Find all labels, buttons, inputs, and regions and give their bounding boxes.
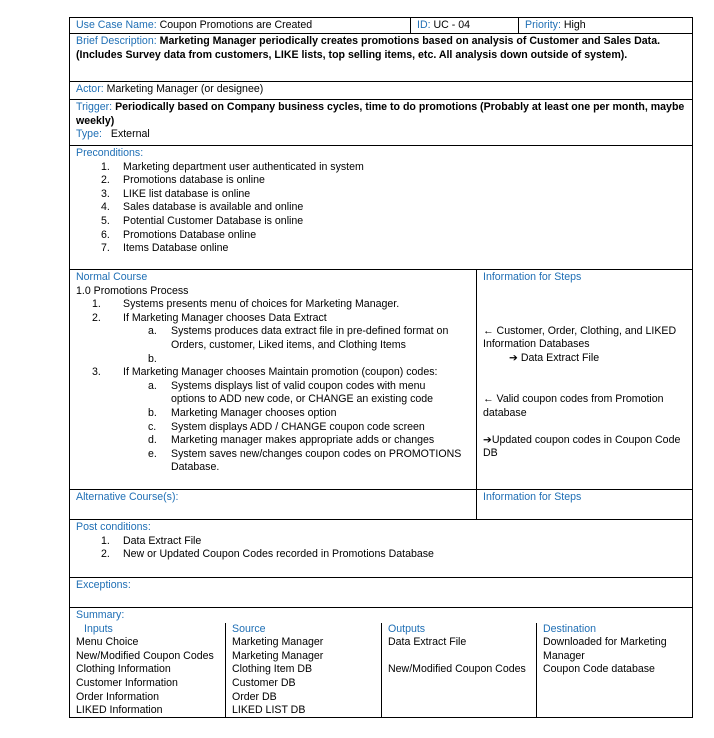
source-column <box>225 623 381 718</box>
id-cell <box>410 18 518 33</box>
inputs-column <box>70 623 225 718</box>
list-item: 6. Promotions Database online <box>101 228 257 241</box>
table-cell: Downloaded for Marketing <box>543 636 667 649</box>
process-title: 1.0 Promotions Process <box>76 284 189 297</box>
use-case-name-value: Coupon Promotions are Created <box>159 19 313 31</box>
normal-course-row <box>70 270 692 490</box>
step-3d: d. Marketing manager makes appropriate adds or changes <box>148 434 435 447</box>
table-cell: Coupon Code database <box>543 663 655 676</box>
exceptions-row <box>70 578 692 608</box>
list-item: 7. Items Database online <box>101 242 229 255</box>
actor-value: Marketing Manager (or designee) <box>106 83 264 95</box>
step-3a: a. Systems displays list of valid coupon codes with menu options to ADD new code, or CHANGE an existing code <box>148 379 434 406</box>
alternative-course-cell <box>70 490 477 519</box>
summary-label: Summary: <box>76 609 125 621</box>
table-cell: Marketing Manager <box>232 636 324 649</box>
postconditions-label: Post conditions: <box>76 521 151 533</box>
brief-description-row <box>70 34 692 82</box>
table-cell: Clothing Item DB <box>232 663 313 676</box>
type <box>76 128 686 142</box>
priority-label: Priority: <box>525 19 561 31</box>
step-3b: b. Marketing Manager chooses option <box>148 406 337 419</box>
list-item: 1. Marketing department user authenticated in system <box>101 160 364 173</box>
info-for-steps-label: Information for Steps <box>483 271 582 283</box>
normal-course-info <box>477 270 692 489</box>
column-header: Inputs <box>84 622 113 635</box>
alternative-info-cell <box>477 490 692 519</box>
outputs-column <box>381 623 536 718</box>
table-cell: Manager <box>543 649 585 662</box>
table-cell: Data Extract File <box>388 636 467 649</box>
table-cell: Marketing Manager <box>232 649 324 662</box>
use-case-name-cell <box>70 18 410 33</box>
trigger-type-row <box>70 100 692 146</box>
step-2b: b. <box>148 352 157 365</box>
brief-description-text: Marketing Manager periodically creates promotions based on analysis of Customer and Sales Data. (Includes Survey data from customers, LIKE lists, top selling items, etc. All analysis down outside of system). <box>76 35 661 61</box>
table-cell: Order Information <box>76 690 160 703</box>
table-cell: New/Modified Coupon Codes <box>76 649 214 662</box>
trigger-label: Trigger: <box>76 101 113 113</box>
step-3: 3. If Marketing Manager chooses Maintain promotion (coupon) codes: <box>92 366 438 379</box>
priority-cell <box>518 18 692 33</box>
alternative-info-label: Information for Steps <box>483 491 582 503</box>
info-1: ← Customer, Order, Clothing, and LIKED Information Databases ➔ Data Extract File <box>483 324 677 364</box>
normal-course-label: Normal Course <box>76 271 148 283</box>
header-row <box>70 18 692 34</box>
exceptions-label: Exceptions: <box>76 579 131 591</box>
table-cell: New/Modified Coupon Codes <box>388 663 526 676</box>
list-item: 2. New or Updated Coupon Codes recorded in Promotions Database <box>101 548 434 561</box>
alternative-course-label: Alternative Course(s): <box>76 491 179 503</box>
summary-row <box>70 608 692 717</box>
postconditions-row <box>70 520 692 578</box>
table-cell: Menu Choice <box>76 636 139 649</box>
alternative-course-row <box>70 490 692 520</box>
postconditions-list <box>76 535 686 562</box>
preconditions-row <box>70 146 692 270</box>
preconditions-label: Preconditions: <box>76 147 144 159</box>
id-value: UC - 04 <box>433 19 470 31</box>
summary-table <box>70 623 692 718</box>
priority-value: High <box>563 19 586 31</box>
trigger <box>76 101 686 128</box>
table-cell: Customer Information <box>76 676 178 689</box>
id-label: ID: <box>417 19 431 31</box>
table-cell: Customer DB <box>232 676 296 689</box>
use-case-document <box>69 17 693 718</box>
info-3: ➔Updated coupon codes in Coupon Code DB <box>483 433 681 460</box>
column-header: Outputs <box>388 622 426 635</box>
step-3c: c. System displays ADD / CHANGE coupon code screen <box>148 420 425 433</box>
table-cell: LIKED Information <box>76 704 163 717</box>
table-cell: Clothing Information <box>76 663 171 676</box>
type-value: External <box>110 128 150 141</box>
list-item: 1. Data Extract File <box>101 534 202 547</box>
table-cell: Order DB <box>232 690 277 703</box>
brief-description-label: Brief Description: <box>76 35 157 47</box>
column-header: Source <box>232 622 266 635</box>
actor-label: Actor: <box>76 83 104 95</box>
list-item: 2. Promotions database is online <box>101 174 265 187</box>
step-1: 1. Systems presents menu of choices for Marketing Manager. <box>92 298 400 311</box>
table-cell <box>388 650 536 664</box>
list-item: 5. Potential Customer Database is online <box>101 214 304 227</box>
destination-column <box>536 623 692 718</box>
type-label: Type: <box>76 128 102 141</box>
column-header: Destination <box>543 622 596 635</box>
preconditions-list <box>76 161 686 256</box>
normal-course-steps <box>70 270 477 489</box>
info-2: ← Valid coupon codes from Promotion database <box>483 393 664 419</box>
list-item: 3. LIKE list database is online <box>101 187 251 200</box>
trigger-value: Periodically based on Company business cycles, time to do promotions (Probably at least one per month, maybe weekly) <box>76 101 685 127</box>
step-2a: a. Systems produces data extract file in pre-defined format on Orders, customer, Liked items, and Clothing Items <box>148 325 449 351</box>
use-case-name-label: Use Case Name: <box>76 19 157 31</box>
step-2: 2. If Marketing Manager chooses Data Extract <box>92 311 327 324</box>
step-3e: e. System saves new/changes coupon codes on PROMOTIONS Database. <box>148 447 462 474</box>
list-item: 4. Sales database is available and online <box>101 201 304 214</box>
table-cell: LIKED LIST DB <box>232 704 306 717</box>
actor-row <box>70 82 692 100</box>
